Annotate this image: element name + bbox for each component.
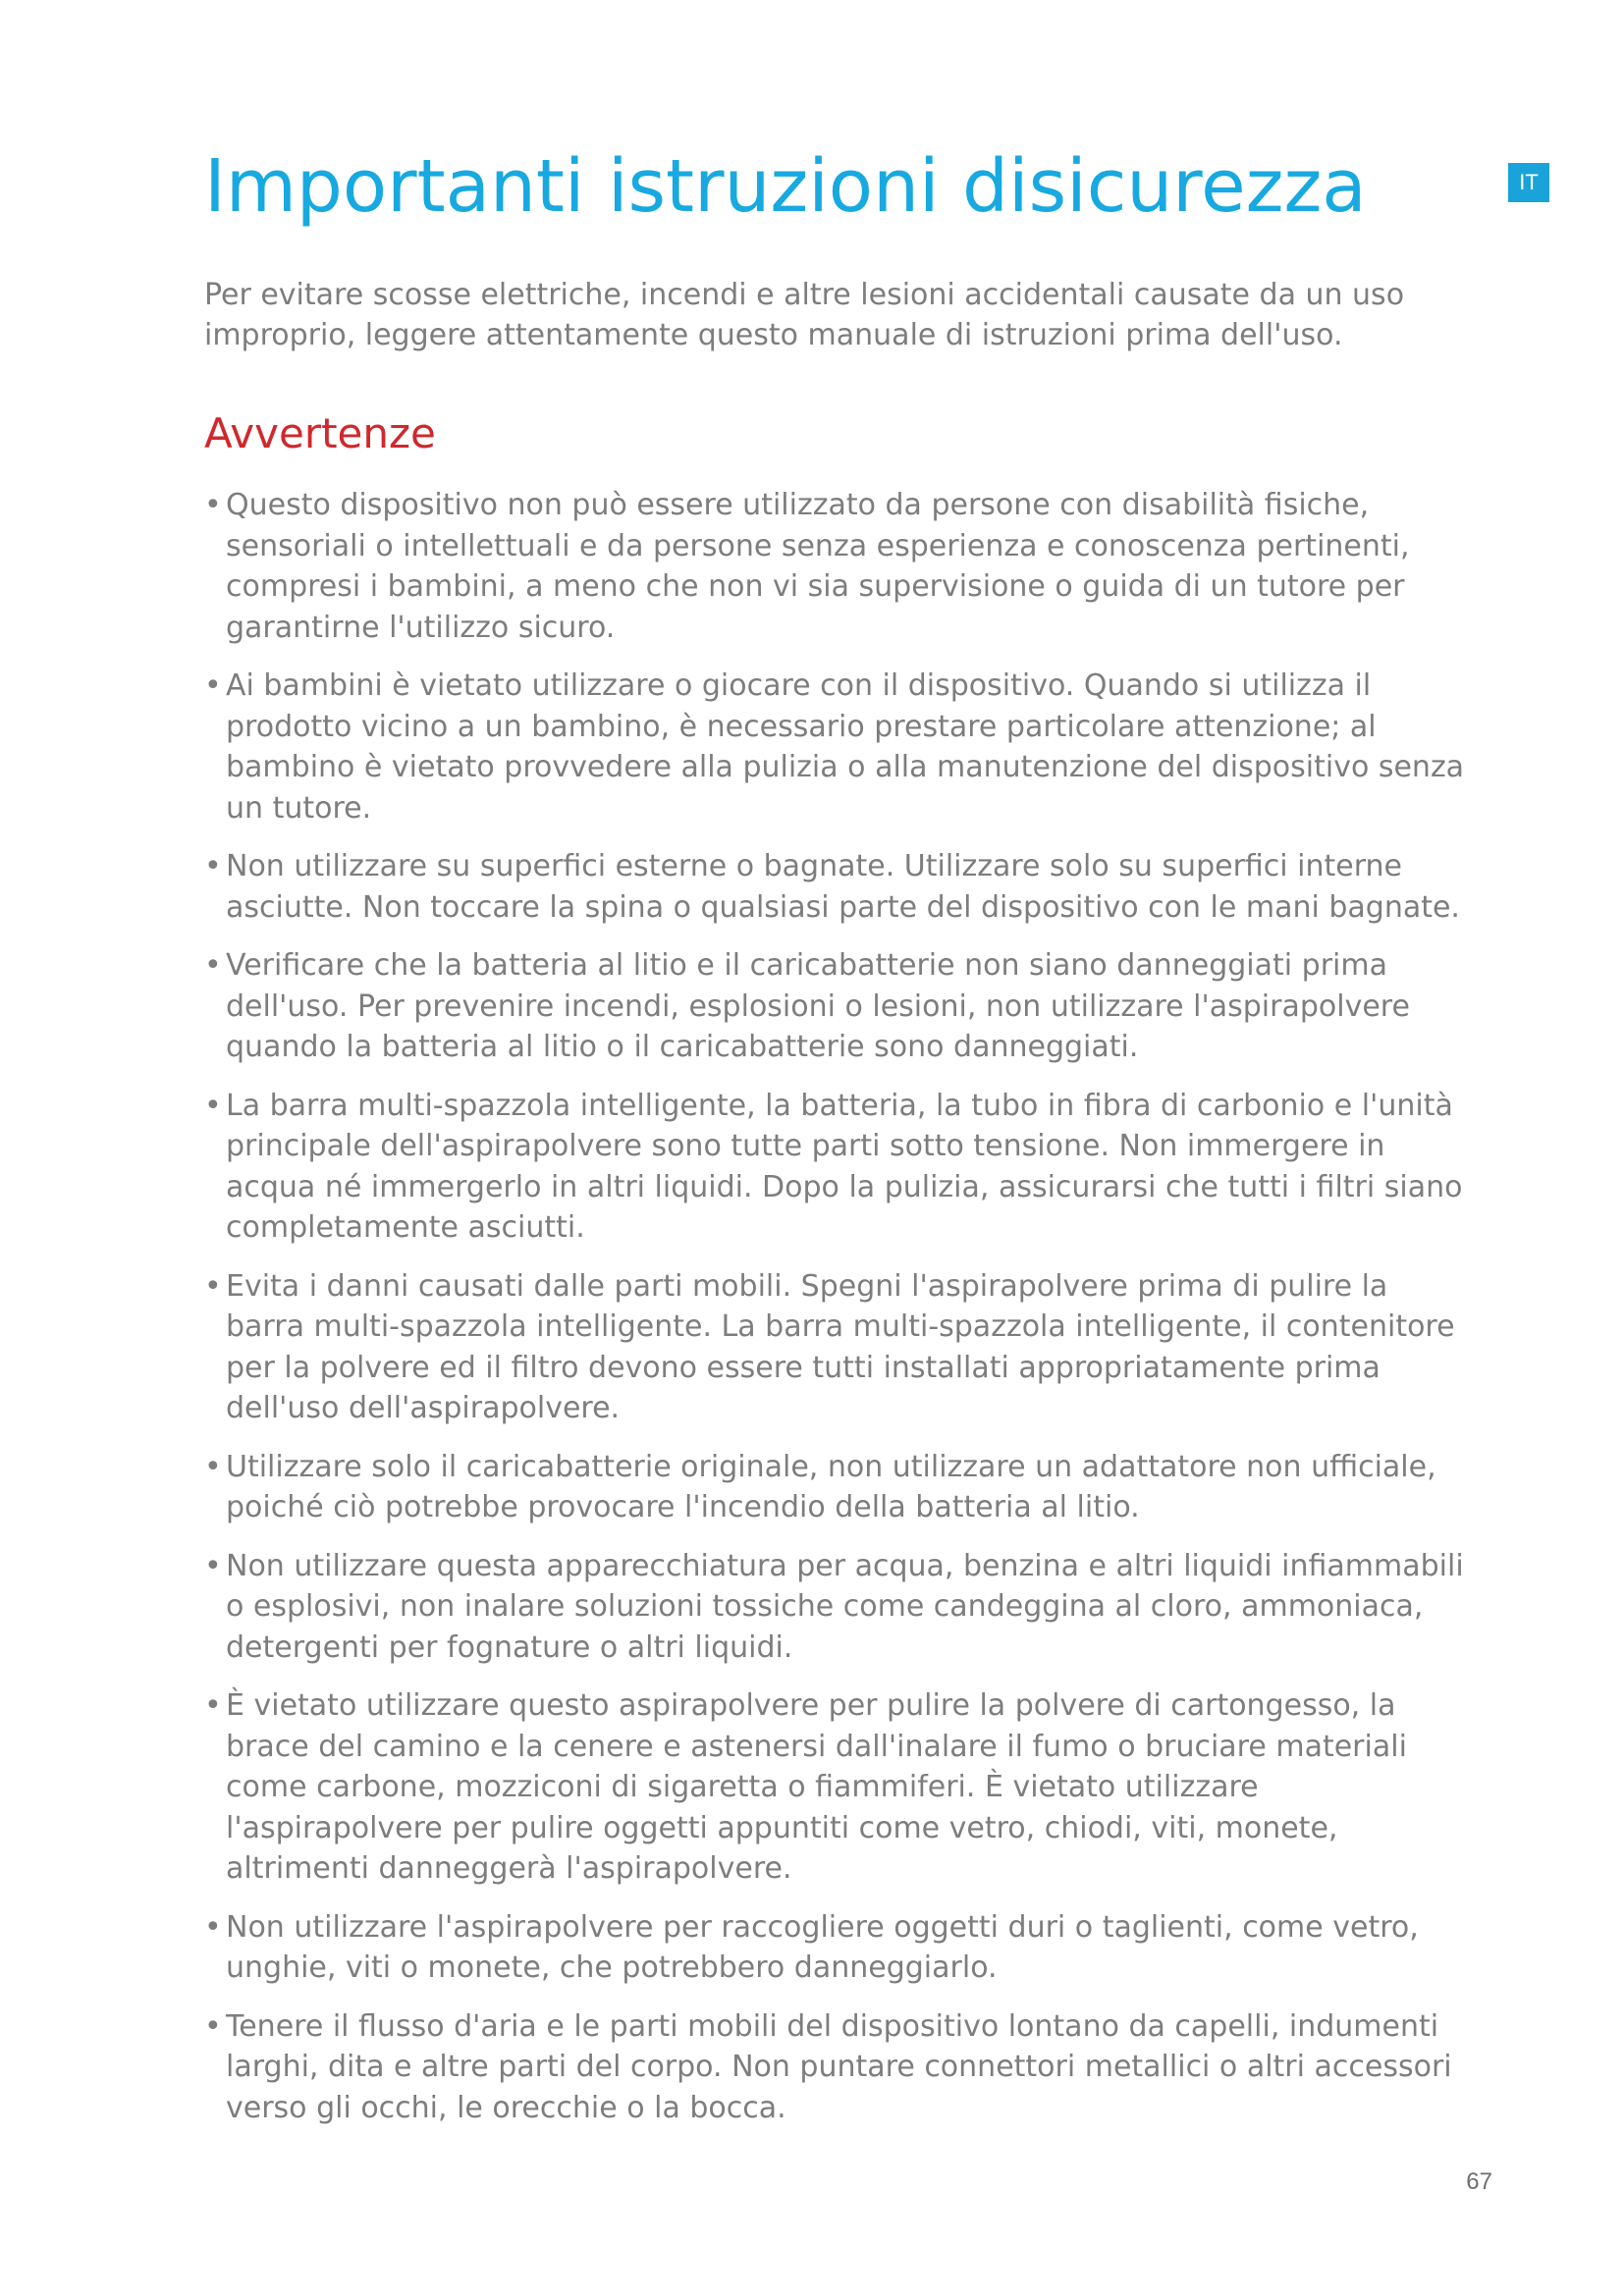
bullet-icon: • [204, 488, 222, 522]
warning-text: La barra multi-spazzola intelligente, la batteria, la tubo in fibra di carbonio e l'unità principale dell'aspirapolvere sono tutte parti sotto tensione. Non immergere in acqua né immergerlo in altri liquidi. Dopo la pulizia, assicurarsi che tutti i filtri siano completamente asciutti. [226, 1088, 1463, 1245]
warning-text: Tenere il flusso d'aria e le parti mobili del dispositivo lontano da capelli, indumenti larghi, dita e altre parti del corpo. Non puntare connettori metallici o altri accessori verso gli occhi, le orecchie o la bocca. [226, 2008, 1452, 2125]
bullet-icon: • [204, 1548, 222, 1583]
page-number: 67 [1466, 2168, 1492, 2195]
page-title: Importanti istruzioni disicurezza [204, 144, 1367, 229]
language-badge: IT [1508, 163, 1549, 202]
bullet-icon: • [204, 1268, 222, 1304]
bullet-icon: • [204, 2008, 222, 2044]
warning-text: Questo dispositivo non può essere utilizzato da persone con disabilità fisiche, sensoriali o intellettuali e da persone senza esperienza e conoscenza pertinenti, compresi i bambini, a meno che non vi sia supervisione o guida di un tutore per garantirne l'utilizzo sicuro. [226, 488, 1410, 645]
warnings-heading: Avvertenze [204, 409, 436, 457]
warning-item [204, 485, 1471, 648]
bullet-icon: • [204, 668, 222, 703]
warnings-list [204, 485, 1471, 2146]
warning-item [204, 846, 1471, 928]
warning-item [204, 1086, 1471, 1249]
warning-item [204, 666, 1471, 828]
warning-item [204, 1447, 1471, 1528]
bullet-icon: • [204, 1909, 222, 1945]
warning-text: Utilizzare solo il caricabatterie originale, non utilizzare un adattatore non ufficiale, poiché ciò potrebbe provocare l'incendio della batteria al litio. [226, 1449, 1436, 1524]
bullet-icon: • [204, 1088, 222, 1123]
warning-text: Non utilizzare l'aspirapolvere per raccogliere oggetti duri o taglienti, come vetro, unghie, viti o monete, che potrebbero danneggiarlo. [226, 1909, 1419, 1985]
bullet-icon: • [204, 1688, 222, 1723]
warning-item [204, 1685, 1471, 1890]
intro-paragraph: Per evitare scosse elettriche, incendi e altre lesioni accidentali causate da un uso improprio, leggere attentamente questo manuale di istruzioni prima dell'uso. [204, 278, 1405, 352]
warning-text: Ai bambini è vietato utilizzare o giocare con il dispositivo. Quando si utilizza il prodotto vicino a un bambino, è necessario prestare particolare attenzione; al bambino è vietato provvedere alla pulizia o alla manutenzione del dispositivo senza un tutore. [226, 668, 1465, 826]
warning-text: Verificare che la batteria al litio e il caricabatterie non siano danneggiati prima dell'uso. Per prevenire incendi, esplosioni o lesioni, non utilizzare l'aspirapolvere quando la batteria al litio o il caricabatterie sono danneggiati. [226, 948, 1410, 1064]
bullet-icon: • [204, 948, 222, 983]
warning-text: Evita i danni causati dalle parti mobili. Spegni l'aspirapolvere prima di pulire la barra multi-spazzola intelligente. La barra multi-spazzola intelligente, il contenitore per la polvere ed il filtro devono essere tutti installati appropriatamente prima dell'uso dell'aspirapolvere. [226, 1268, 1455, 1425]
bullet-icon: • [204, 1449, 222, 1484]
warning-text: Non utilizzare su superfici esterne o bagnate. Utilizzare solo su superfici interne asciutte. Non toccare la spina o qualsiasi parte del dispositivo con le mani bagnate. [226, 849, 1460, 925]
warning-item [204, 1907, 1471, 1989]
warning-text: È vietato utilizzare questo aspirapolvere per pulire la polvere di cartongesso, la brace del camino e la cenere e astenersi dall'inalare il fumo o bruciare materiali come carbone, mozziconi di sigaretta o fiammiferi. È vietato utilizzare l'aspirapolvere per pulire oggetti appuntiti come vetro, chiodi, viti, monete, altrimenti danneggerà l'aspirapolvere. [226, 1688, 1407, 1886]
warning-text: Non utilizzare questa apparecchiatura per acqua, benzina e altri liquidi infiammabili o esplosivi, non inalare soluzioni tossiche come candeggina al cloro, ammoniaca, detergenti per fognature o altri liquidi. [226, 1548, 1464, 1665]
warning-item [204, 1546, 1471, 1669]
bullet-icon: • [204, 849, 222, 883]
warning-item [204, 1266, 1471, 1429]
warning-item [204, 2006, 1471, 2129]
warning-item [204, 945, 1471, 1068]
